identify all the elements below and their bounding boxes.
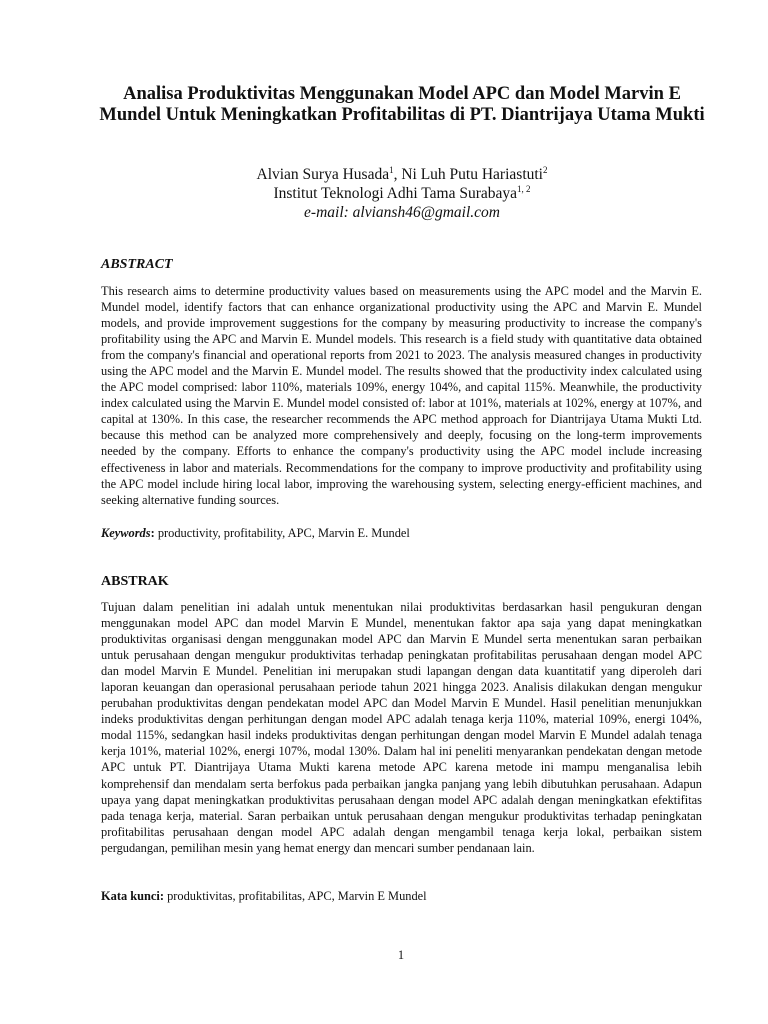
author-1-affiliation-mark: 1 [389, 165, 394, 175]
kata-kunci-label: Kata kunci: [101, 889, 164, 903]
author-email: e-mail: alviansh46@gmail.com [304, 204, 500, 221]
kata-kunci-list: produktivitas, profitabilitas, APC, Marvin E Mundel [164, 889, 427, 903]
kata-kunci-line [101, 888, 702, 904]
author-1: Alvian Surya Husada [256, 166, 390, 183]
abstrak-heading: ABSTRAK [101, 574, 169, 589]
institution-name: Institut Teknologi Adhi Tama Surabaya [273, 185, 517, 202]
abstract-body: This research aims to determine productivity values based on measurements using the APC model and the Marvin E. Mundel model, identify factors that can enhance organizational productivity using the APC and Marvin E. Mundel models, and provide improvement suggestions for the company by measuring productivity to increase the company's profitability using the APC and Marvin E. Mundel models. This research is a field study with quantitative data obtained from the company's financial and operational reports from 2021 to 2023. The analysis measured changes in productivity using the APC model and the Marvin E. Mundel model. The results showed that the productivity index calculated using the APC model comprised: labor 110%, materials 109%, energy 104%, and capital 115%. Meanwhile, the productivity index calculated using the Marvin E. Mundel model consisted of: labor at 101%, materials at 102%, energy at 107%, and capital at 130%. In this case, the researcher recommends the APC method approach for Diantrijaya Utama Mukti Ltd. because this method can be analyzed more comprehensively and deeply, focusing on the long-term improvements needed by the company. Efforts to enhance the company's productivity using the APC model include increasing effectiveness in labor and materials. Recommendations for the company to improve productivity and profitability using the APC model include hiring local labor, improving the warehousing system, selecting energy-efficient machines, and seeking alternative funding sources. [101, 284, 702, 507]
paper-title: Analisa Produktivitas Menggunakan Model APC dan Model Marvin E Mundel Untuk Meningkatkan Profitabilitas di PT. Diantrijaya Utama Mukti [99, 84, 705, 125]
keywords-label: Keywords [101, 526, 151, 540]
page-number: 1 [397, 948, 405, 962]
affiliation [96, 184, 708, 203]
keywords-colon: : [150, 526, 155, 540]
abstrak-body: Tujuan dalam penelitian ini adalah untuk menentukan nilai produktivitas berdasarkan hasil pengukuran dengan menggunakan model APC dan model Marvin E Mundel, menentukan faktor apa saja yang dapat meningkatkan produktivitas organisasi dengan menggunakan model APC dan Marvin E Mundel serta menentukan saran perbaikan untuk perusahaan dengan mengukur produktivitas terhadap peningkatan profitabilitas perusahaan dengan model APC dan model Marvin E Mundel. Penelitian ini merupakan studi lapangan dengan data kuantitatif yang diperoleh dari laporan keuangan dan operasional perusahaan periode tahun 2021 hingga 2023. Analisis dilakukan dengan mengukur perubahan produktivitas dengan pendekatan model APC dan Model Marvin E Mundel. Hasil penelitian menunjukkan indeks produktivitas dengan perhitungan dengan model APC adalah tenaga kerja 110%, material 109%, energi 104%, modal 115%, sedangkan hasil indeks produktivitas dengan perhitungan dengan model Marvin E Mundel adalah tenaga kerja 101%, material 102%, energi 107%, modal 130%. Dalam hal ini peneliti menyarankan pendekatan dengan metode APC untuk PT. Diantrijaya Utama Mukti karena metode APC karena metode ini mampu menganalisa lebih komprehensif dan mendalam serta berfokus pada perbaikan jangka panjang yang lebih dibutuhkan perusahaan. Adapun upaya yang dapat meningkatkan produktivitas perusahaan dengan model APC adalah dengan meningkatkan efektifitas pada tenaga kerja, material. Saran perbaikan untuk perusahaan dengan mengukur produktivitas terhadap peningkatan profitabilitas perusahaan dengan model APC adalah dengan mengambil tenaga kerja lokal, perbaikan sistem pergudangan, pemilihan mesin yang hemat energy dan mencari sumber pendanaan lain. [101, 600, 702, 855]
abstract-heading: ABSTRACT [101, 257, 173, 272]
author-names [96, 165, 708, 184]
author-separator: , [393, 166, 402, 183]
author-block [96, 165, 708, 222]
institution-affiliation-mark: 1, 2 [517, 184, 531, 194]
author-2-affiliation-mark: 2 [543, 165, 548, 175]
keywords-list: productivity, profitability, APC, Marvin E. Mundel [154, 526, 410, 540]
author-2: Ni Luh Putu Hariastuti [401, 166, 543, 183]
keywords-line [101, 525, 702, 541]
